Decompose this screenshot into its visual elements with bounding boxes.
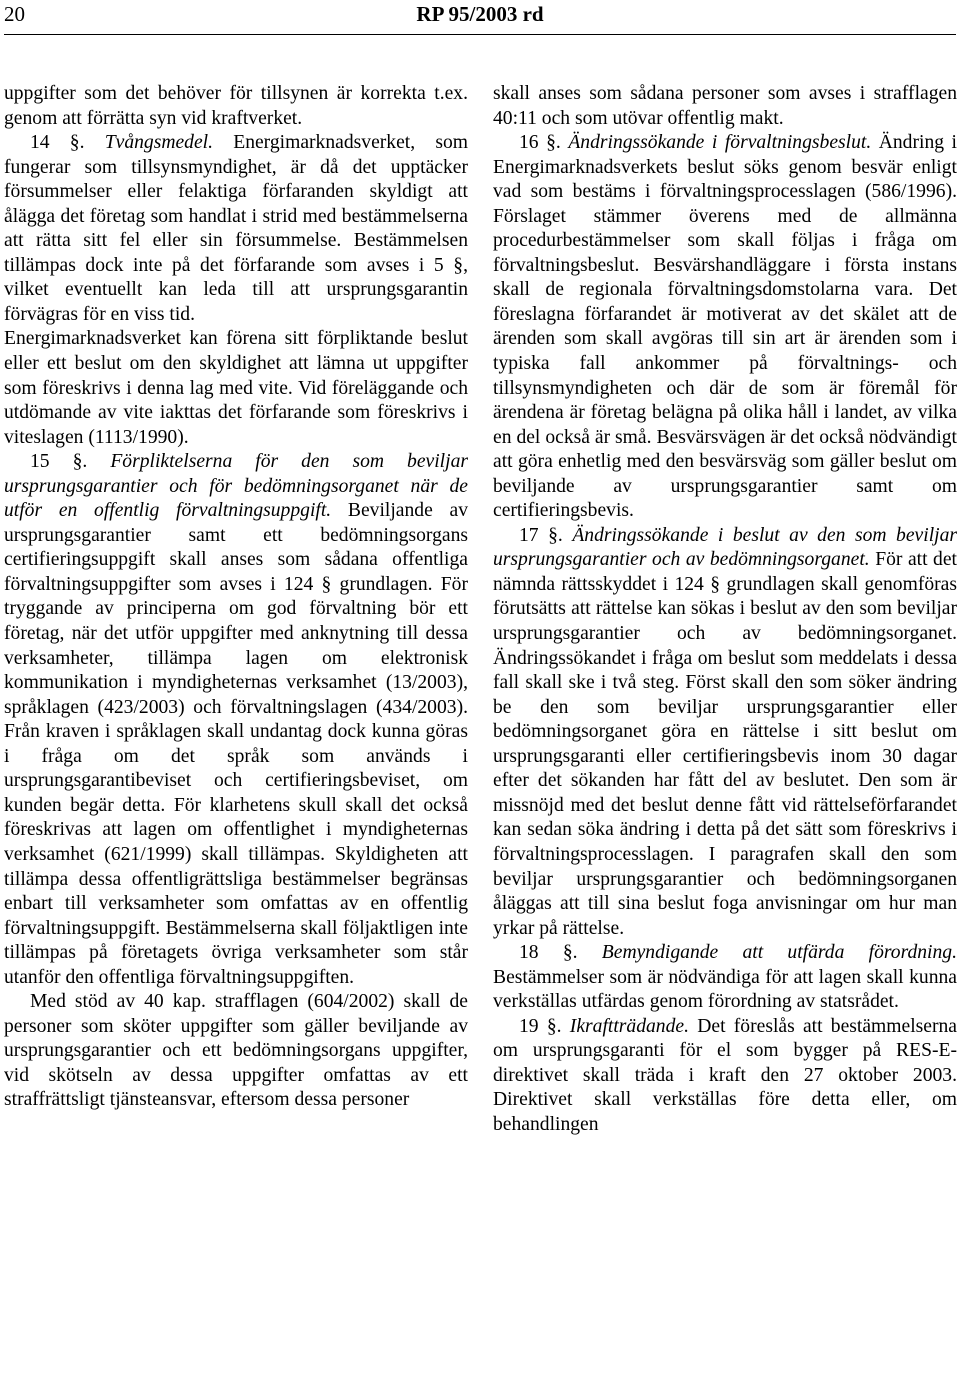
section-15 xyxy=(4,450,468,990)
section-number: 18 §. xyxy=(519,942,578,964)
section-number: 19 §. xyxy=(519,1015,562,1037)
right-column xyxy=(493,82,957,1138)
paragraph xyxy=(493,82,957,131)
left-column xyxy=(4,82,468,1113)
section-number: 15 §. xyxy=(30,451,88,473)
paragraph xyxy=(4,82,468,131)
paragraph xyxy=(4,990,468,1113)
section-heading: Ikraftträdande. xyxy=(569,1015,689,1037)
paragraph-text: För att det nämnda rättsskyddet i 124 § grundlagen skall genomföras förutsätts att rättelse kan sökas i beslut av den som beviljar ursprungsgarantier och av bedömningsorganet. Ändringssökandet i fråga om beslut som meddelats i dessa fall skall ske i två steg. Först skall den som söker ändring be den som beviljar ursprungsgarantier eller bedömningsorganet göra en rättelse i sitt beslut om ursprungsgaranti eller certifieringsbevis inom 30 dagar efter det sökanden har fått del av beslutet. Den som är missnöjd med det beslut denne fått vid rättelseförfarandet kan sedan söka ändring i detta på det sätt som föreskrivs i förvaltningsprocesslagen. I paragrafen skall den som beviljar ursprungsgarantier och bedömningsorganen åläggas att till sina beslut foga anvisningar om hur man yrkar på rättelse. xyxy=(493,549,957,939)
section-18 xyxy=(493,941,957,1015)
running-title: RP 95/2003 rd xyxy=(416,2,544,26)
page-number: 20 xyxy=(4,2,25,26)
paragraph-text: uppgifter som det behöver för tillsynen är korrekta t.ex. genom att förrätta syn vid kraftverket. xyxy=(4,83,468,129)
paragraph-text: Det föreslås att bestämmelserna om ursprungsgaranti för el som bygger på RES-E-direktivet skall träda i kraft den 27 oktober 2003. Direktivet skall verkställas före detta eller, om behandlingen xyxy=(493,1015,958,1135)
section-number: 16 §. xyxy=(519,132,561,154)
header-rule xyxy=(4,34,956,35)
paragraph-text: Ändring i Energimarknadsverkets beslut söks genom besvär enligt vad som bestäms i förvaltningsprocesslagen (586/1996). Förslaget stämmer överens med de allmänna procedurbestämmelser som skall följas i fråga om förvaltningsbeslut. Besvärshandläggare i första instans skall de regionala förvaltningsdomstolarna vara. Det föreslagna förfarandet är motiverat av det skälet att de ärenden som skall avgöras till sin art är ärenden som i typiska fall ankommer på förvaltnings- och tillsynsmyndigheten och där de som är föremål för ärendena är företag belägna på olika håll i landet, av vilka en del också är små. Besvärsvägen är det också nödvändigt att göra enhetlig med den besvärsväg som gäller beslut om beviljande av ursprungsgarantier samt om certifieringsbevis. xyxy=(493,132,957,522)
section-heading: Bemyndigande att utfärda förordning. xyxy=(601,942,957,964)
paragraph-text: Energimarknadsverket kan förena sitt förpliktande beslut eller ett beslut om den skyldighet att lämna ut uppgifter som föreskrivs i denna lag med vite. Vid föreläggande och utdömande av vite iakttas det förfarande som föreskrivs i viteslagen (1113/1990). xyxy=(4,328,468,448)
paragraph-text: Med stöd av 40 kap. strafflagen (604/2002) skall de personer som sköter uppgifter som gäller beviljande av ursprungsgarantier och ett bedömningsorgans uppgifter, vid skötseln av dessa uppgifter omfattas av ett straffrättsligt tjänsteansvar, eftersom dessa personer xyxy=(4,991,468,1111)
section-19 xyxy=(493,1015,957,1138)
section-17 xyxy=(493,524,957,941)
section-heading: Ändringssökande i beslut av den som beviljar ursprungsgarantier och av bedömningsorganet. xyxy=(493,524,958,571)
section-heading: Tvångsmedel. xyxy=(104,132,214,154)
section-14 xyxy=(4,131,468,327)
paragraph-text: Bestämmelser som är nödvändiga för att lagen skall kunna verkställas utfärdas genom förordning av statsrådet. xyxy=(493,966,957,1013)
section-heading: Förpliktelserna för den som beviljar ursprungsgarantier och för bedömningsorganet när de utför en offentlig förvaltningsuppgift. xyxy=(4,451,468,522)
paragraph-text: skall anses som sådana personer som avses i strafflagen 40:11 och som utövar offentlig makt. xyxy=(493,83,957,129)
section-16 xyxy=(493,131,957,524)
paragraph-text: Energimarknadsverket, som fungerar som tillsynsmyndighet, är då det upptäcker försummelser eller felaktiga förfaranden skyldigt att ålägga det företag som handlat i strid med bestämmelserna att rätta sitt fel eller sin försummelse. Bestämmelsen tillämpas dock inte på det förfarande som avses i 5 §, vilket eventuellt kan leda till att ursprungsgarantin förvägras för en viss tid. xyxy=(4,132,468,325)
section-heading: Ändringssökande i förvaltningsbeslut. xyxy=(568,132,872,154)
section-number: 17 §. xyxy=(519,524,563,546)
page-header xyxy=(4,0,956,40)
paragraph xyxy=(4,327,468,450)
section-number: 14 §. xyxy=(30,132,85,154)
paragraph-text: Beviljande av ursprungsgarantier samt ett bedömningsorgans certifieringsuppgift skall anses som sådana offentliga förvaltningsuppgifter som avses i 124 § grundlagen. För tryggande av principerna om god förvaltning bör ett företag, när det utför uppgifter med anknytning till dessa verksamheter, tillämpa lagen om elektronisk kommunikation i myndigheternas verksamhet (13/2003), språklagen (423/2003) och förvaltningslagen (434/2003). Från kraven i språklagen skall undantag dock kunna göras i fråga om det språk som används i ursprungsgarantibeviset och certifieringsbeviset, om kunden begär detta. För klarhetens skull skall det också föreskrivas att lagen om offentlighet i myndigheternas verksamhet (621/1999) skall tillämpas. Skyldigheten att tillämpa dessa offentligrättsliga bestämmelser begränsas enbart till verksamheter som omfattas av en offentlig förvaltningsuppgift. Bestämmelserna skall följaktligen inte tillämpas på företagets övriga verksamheter som står utanför den offentliga förvaltningsuppgiften. xyxy=(4,500,468,988)
